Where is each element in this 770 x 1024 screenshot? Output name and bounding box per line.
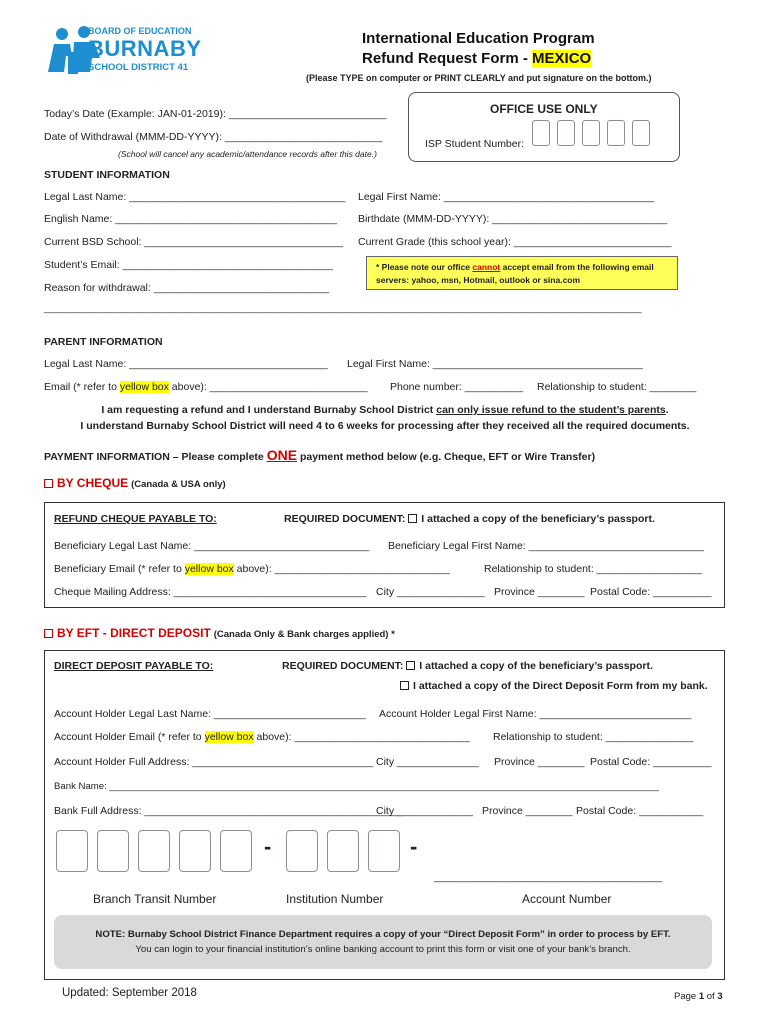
dash-separator-2: - [410,834,418,859]
institution-digit-1[interactable] [286,830,318,872]
parent-heading: PARENT INFORMATION [44,336,163,348]
header-instruction: (Please TYPE on computer or PRINT CLEARLY and put signature on the bottom.) [306,73,652,83]
cheque-province-field[interactable]: Province ________ [494,586,585,598]
eft-required [282,660,653,672]
page-of: of [704,991,718,1002]
payment-prefix: PAYMENT INFORMATION – Please complete [44,451,267,463]
title-country: MEXICO [532,50,592,67]
cheque-heading: BY CHEQUE [57,476,129,490]
parent-email-hl: yellow box [119,381,169,393]
parent-last-name-field[interactable]: Legal Last Name: __________________________________ [44,358,328,370]
account-holder-email-suffix: above): ______________________________ [253,731,470,743]
branch-digit-4[interactable] [179,830,211,872]
isp-digit-5[interactable] [632,120,650,146]
eft-region: (Canada Only & Bank charges applied) * [213,629,395,640]
logo-line2: BURNABY [88,36,202,61]
payment-one: ONE [266,447,298,463]
cheque-address-field[interactable]: Cheque Mailing Address: _________________________________ [54,586,367,598]
account-holder-email-field[interactable] [54,731,470,743]
branch-digit-3[interactable] [138,830,170,872]
student-first-name-field[interactable]: Legal First Name: ____________________________________ [358,191,655,203]
email-warning-line1 [376,262,654,272]
cheque-postal-field[interactable]: Postal Code: __________ [590,586,712,598]
eft-required-label: REQUIRED DOCUMENT: [282,660,404,672]
beneficiary-relationship-field[interactable]: Relationship to student: __________________ [484,563,702,575]
email-warning-line2: servers: yahoo, msn, Hotmail, outlook or sina.com [376,275,581,285]
institution-label: Institution Number [286,892,384,906]
statement-prefix: I am requesting a refund and I understand Burnaby School District [101,404,437,416]
eft-note-box [54,915,712,969]
institution-digit-2[interactable] [327,830,359,872]
cheque-required-label: REQUIRED DOCUMENT: [284,513,406,525]
isp-digit-3[interactable] [582,120,600,146]
eft-checkbox-icon[interactable] [44,629,53,638]
title-prefix: Refund Request Form - [362,50,533,67]
branch-transit-label: Branch Transit Number [93,892,217,906]
account-holder-first-name-field[interactable]: Account Holder Legal First Name: __________________________ [379,708,692,720]
bank-city-field[interactable]: City _____________ [376,805,473,817]
isp-digit-2[interactable] [557,120,575,146]
account-holder-address-field[interactable]: Account Holder Full Address: _______________________________ [54,756,374,768]
cheque-required [284,513,655,525]
cheque-city-field[interactable]: City _______________ [376,586,485,598]
eft-note-line2: You can login to your financial institution’s online banking account to print this form or visit one of your bank’s branch. [135,944,631,955]
cheque-passport-checkbox-icon[interactable] [408,514,417,523]
eft-passport-checkbox-icon[interactable] [406,661,415,670]
beneficiary-email-hl: yellow box [184,563,234,575]
parent-email-field[interactable] [44,381,367,393]
account-holder-province-field[interactable]: Province ________ [494,756,585,768]
cheque-payable: REFUND CHEQUE PAYABLE TO: [54,513,217,525]
refund-statement-line2: I understand Burnaby School District will need 4 to 6 weeks for processing after they received all the required documents. [80,420,690,432]
branch-digit-2[interactable] [97,830,129,872]
withdrawal-date-field[interactable]: Date of Withdrawal (MMM-DD-YYYY): ___________________________ [44,131,383,143]
cheque-region: (Canada & USA only) [131,479,226,490]
reason-field[interactable]: Reason for withdrawal: ______________________________ [44,282,329,294]
eft-heading: BY EFT - DIRECT DEPOSIT [57,626,211,640]
beneficiary-email-prefix: Beneficiary Email (* refer to [54,563,185,575]
account-holder-last-name-field[interactable]: Account Holder Legal Last Name: __________________________ [54,708,366,720]
cheque-passport-text: I attached a copy of the beneficiary’s passport. [421,513,655,525]
branch-digit-1[interactable] [56,830,88,872]
account-number-label: Account Number [522,892,612,906]
updated-date: Updated: September 2018 [62,987,197,999]
parent-email-prefix: Email (* refer to [44,381,120,393]
logo-line1: BOARD OF EDUCATION [88,26,192,36]
student-last-name-field[interactable]: Legal Last Name: _____________________________________ [44,191,346,203]
isp-label: ISP Student Number: [425,138,525,150]
reason-line-field[interactable]: ________________________________________________________________________________________________________________ [44,303,642,314]
eft-payable: DIRECT DEPOSIT PAYABLE TO: [54,660,214,672]
institution-digit-3[interactable] [368,830,400,872]
student-heading: STUDENT INFORMATION [44,169,170,181]
account-holder-relationship-field[interactable]: Relationship to student: _______________ [493,731,694,743]
current-school-field[interactable]: Current BSD School: __________________________________ [44,236,343,248]
parent-relationship-field[interactable]: Relationship to student: ________ [537,381,697,393]
account-holder-postal-field[interactable]: Postal Code: __________ [590,756,712,768]
isp-digit-1[interactable] [532,120,550,146]
bank-name-field[interactable]: Bank Name: _______________________________________________________________________________________________________ [54,781,660,792]
bank-address-field[interactable]: Bank Full Address: ____________________________________________ [54,805,402,817]
account-holder-email-hl: yellow box [204,731,254,743]
english-name-field[interactable]: English Name: ______________________________________ [44,213,338,225]
branch-digit-5[interactable] [220,830,252,872]
student-email-field[interactable]: Student’s Email: ____________________________________ [44,259,333,271]
payment-suffix: payment method below (e.g. Cheque, EFT or Wire Transfer) [297,451,596,463]
beneficiary-email-suffix: above): ______________________________ [233,563,450,575]
account-number-line[interactable]: _________________________________________ [434,872,663,883]
statement-underlined: can only issue refund to the student’s parents [436,404,666,416]
parent-email-suffix: above): ___________________________ [168,381,368,393]
parent-first-name-field[interactable]: Legal First Name: ____________________________________ [347,358,644,370]
warning-cannot: cannot [472,262,501,272]
title-line1: International Education Program [362,30,595,47]
refund-statement-line1 [0,404,770,416]
page-current: 1 [698,991,705,1002]
payment-heading [44,447,595,463]
page-total: 3 [717,991,723,1002]
birthdate-field[interactable]: Birthdate (MMM-DD-YYYY): ______________________________ [358,213,668,225]
dash-separator-1: - [264,834,272,859]
district-logo [44,24,224,80]
logo-line3: SCHOOL DISTRICT 41 [88,62,189,73]
account-holder-city-field[interactable]: City ______________ [376,756,479,768]
page-number [674,991,723,1002]
eft-option[interactable] [44,626,395,640]
office-use-title: OFFICE USE ONLY [490,102,598,116]
bank-province-field[interactable]: Province ________ [482,805,573,817]
eft-deposit-form [400,680,708,692]
warning-suffix: accept email from the following email [500,262,654,272]
account-holder-email-prefix: Account Holder Email (* refer to [54,731,205,743]
warning-prefix: * Please note our office [376,262,473,272]
bank-postal-field[interactable]: Postal Code: ___________ [576,805,704,817]
cheque-option[interactable] [44,476,226,490]
current-grade-field[interactable]: Current Grade (this school year): ___________________________ [358,236,672,248]
withdrawal-note: (School will cancel any academic/attendance records after this date.) [118,149,377,159]
beneficiary-last-name-field[interactable]: Beneficiary Legal Last Name: ______________________________ [54,540,370,552]
cheque-checkbox-icon[interactable] [44,479,53,488]
eft-deposit-checkbox-icon[interactable] [400,681,409,690]
statement-suffix: . [665,404,669,416]
title-line2 [362,50,591,67]
beneficiary-first-name-field[interactable]: Beneficiary Legal First Name: ______________________________ [388,540,704,552]
todays-date-field[interactable]: Today’s Date (Example: JAN-01-2019): ___________________________ [44,108,387,120]
eft-passport-text: I attached a copy of the beneficiary’s passport. [419,660,653,672]
beneficiary-email-field[interactable] [54,563,450,575]
page-prefix: Page [674,991,699,1002]
parent-phone-field[interactable]: Phone number: __________ [390,381,524,393]
eft-deposit-text: I attached a copy of the Direct Deposit Form from my bank. [413,680,708,692]
isp-digit-4[interactable] [607,120,625,146]
eft-note-line1: NOTE: Burnaby School District Finance Department requires a copy of your “Direct Deposit Form” in order to process by EFT. [95,929,671,940]
